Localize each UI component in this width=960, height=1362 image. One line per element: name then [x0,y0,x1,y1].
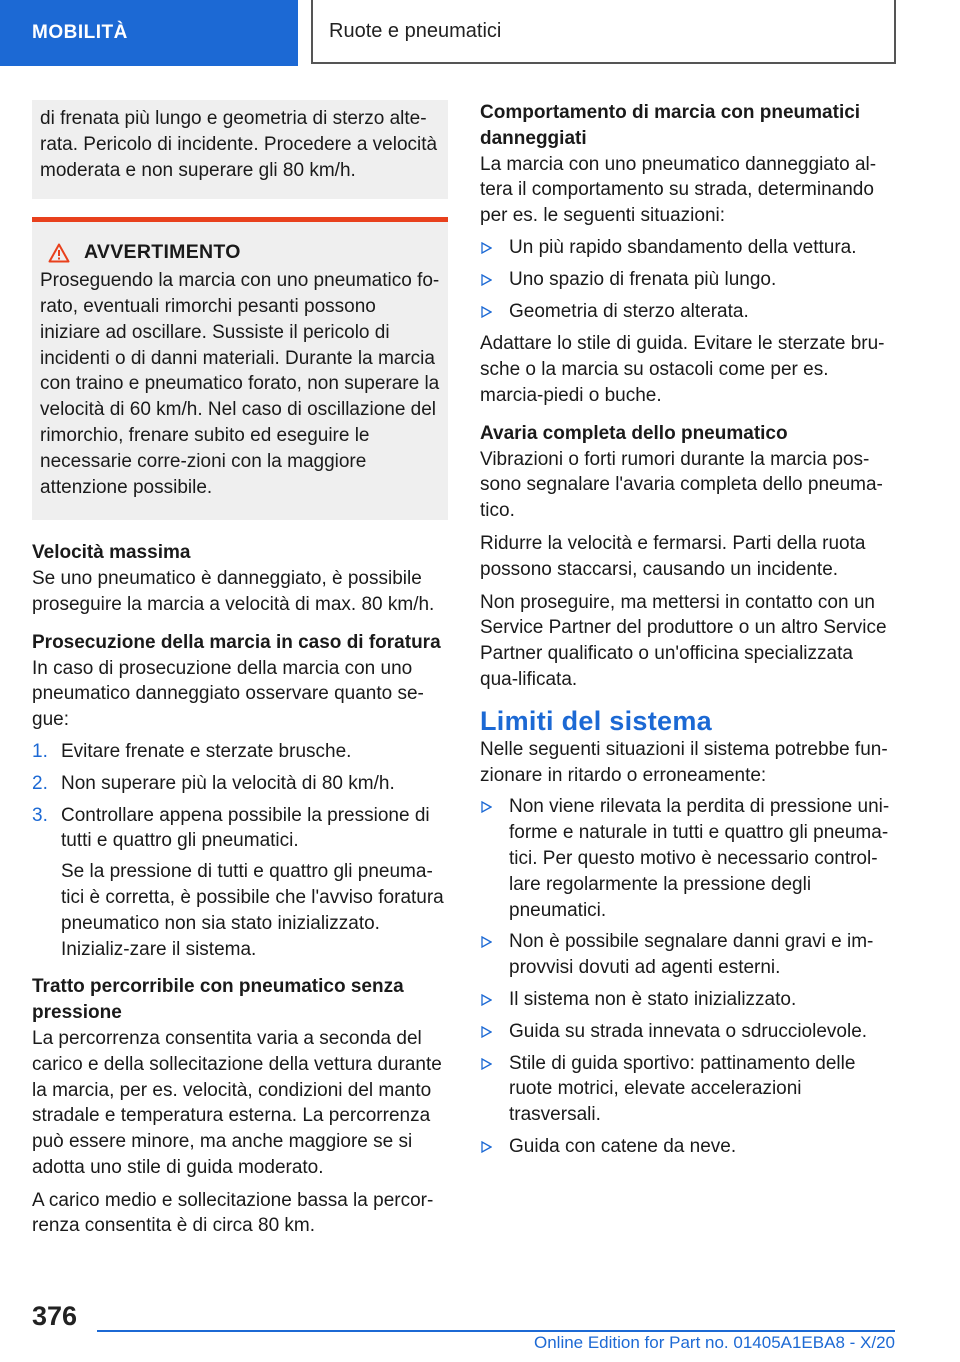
warning-box [32,217,448,520]
triangle-bullet-icon [480,1134,509,1160]
triangle-bullet-icon [480,299,509,325]
bullet-text: Uno spazio di frenata più lungo. [509,268,777,290]
section-tab: MOBILITÀ [0,0,298,66]
bullet-text: Non è possibile segnalare danni gravi e im-provvisi dovuti ad agenti esterni. [509,931,874,979]
triangle-bullet-icon [480,987,509,1013]
comportamento-intro: La marcia con uno pneumatico danneggiato al-tera il comportamento su strada, determinando per es. le seguenti situazioni: [480,153,877,227]
warning-header [40,240,440,266]
triangle-bullet-icon [480,1019,509,1045]
bullet-text: Un più rapido sbandamento della vettura. [509,236,857,258]
list-item [32,739,448,765]
list-item [480,794,895,923]
bullet-text: Guida con catene da neve. [509,1135,737,1157]
heading-comportamento: Comportamento di marcia con pneumatici danneggiati [480,102,861,149]
step-number: 1. [32,740,48,762]
page-header [0,0,960,66]
triangle-bullet-icon [480,929,509,981]
right-column [480,100,895,1160]
list-item [32,803,448,855]
footer-edition: Online Edition for Part no. 01405A1EBA8 - X/20 [533,1333,895,1352]
avaria-p2: Ridurre la velocità e fermarsi. Parti della ruota possono staccarsi, causando un incidente. [480,532,866,580]
continued-warning-box [32,100,448,199]
heading-prosecuzione: Prosecuzione della marcia in caso di foratura [32,631,441,653]
step-number: 2. [32,772,48,794]
heading-limiti: Limiti del sistema [480,705,712,736]
prosecuzione-intro: In caso di prosecuzione della marcia con uno pneumatico danneggiato osservare quanto se-gue: [32,657,424,731]
triangle-bullet-icon [480,794,509,923]
step-number: 3. [32,804,48,826]
list-item [32,771,448,797]
bullet-text: Il sistema non è stato inizializzato. [509,988,797,1010]
avaria-p1: Vibrazioni o forti rumori durante la marcia pos-sono segnalare l'avaria completa dello pneuma-tico. [480,448,883,522]
page-number: 376 [32,1301,78,1331]
list-item [480,987,895,1013]
avaria-p3: Non proseguire, ma mettersi in contatto con un Service Partner del produttore o un altro Service Partner qualificato o un'officina specializzata qua-lificata. [480,591,887,690]
triangle-bullet-icon [480,235,509,261]
heading-avaria: Avaria completa dello pneumatico [480,422,788,444]
bullet-text: Guida su strada innevata o sdrucciolevole. [509,1020,868,1042]
comportamento-list [480,235,895,324]
bullet-text: Geometria di sterzo alterata. [509,300,749,322]
limiti-intro: Nelle seguenti situazioni il sistema potrebbe fun-zionare in ritardo o erroneamente: [480,738,888,786]
bullet-text: Stile di guida sportivo: pattinamento delle ruote motrici, elevate accelerazioni trasversali. [509,1052,856,1126]
warning-text: Proseguendo la marcia con uno pneumatico fo-rato, eventuali rimorchi pesanti possono iniziare ad oscillare. Sussiste il pericolo di incidenti o di danni materiali. Durante la marcia con traino e pneumatico forato, non superare la velocità di 60 km/h. Nel caso di oscillazione del rimorchio, frenare subito ed eseguire le necessarie corre-zioni con la maggiore attenzione possibile. [40,270,440,498]
heading-tratto: Tratto percorribile con pneumatico senza pressione [32,976,404,1024]
triangle-bullet-icon [480,1051,509,1128]
warning-triangle-icon [48,243,70,263]
list-item [480,1134,895,1160]
prosecuzione-steps [32,739,448,854]
list-item [480,235,895,261]
chapter-title: Ruote e pneumatici [311,0,896,64]
box-text: di frenata più lungo e geometria di sterzo alte-rata. Pericolo di incidente. Procedere a velocità moderata e non superare gli 80 km/h. [40,108,438,181]
limiti-list [480,794,895,1159]
list-item [480,1051,895,1128]
tratto-p2: A carico medio e sollecitazione bassa la percor-renza consentita è di circa 80 km. [32,1189,434,1237]
step-text: Controllare appena possibile la pressione di tutti e quattro gli pneumatici. [61,804,430,852]
step-text: Non superare più la velocità di 80 km/h. [61,772,395,794]
list-item [480,299,895,325]
left-column [32,100,448,1239]
comportamento-outro: Adattare lo stile di guida. Evitare le sterzate bru-sche o la marcia su ostacoli come per es. marcia-piedi o buche. [480,333,885,406]
list-item [480,929,895,981]
heading-velocita: Velocità massima [32,542,191,564]
velocita-text: Se uno pneumatico è danneggiato, è possibile proseguire la marcia a velocità di max. 80 km/h. [32,568,435,615]
bullet-text: Non viene rilevata la perdita di pressione uni-forme e naturale in tutti e quattro gli pneuma-tici. Per questo motivo è necessario control-lare regolarmente la pressione degli pneumatici. [509,796,890,921]
step-text: Evitare frenate e sterzate brusche. [61,740,352,762]
step-subtext: Se la pressione di tutti e quattro gli pneuma-tici è corretta, è possibile che l'avviso foratura pneumatico non sia stato inizializzato. Inizializ-zare il sistema. [61,861,444,960]
triangle-bullet-icon [480,267,509,293]
warning-title: AVVERTIMENTO [84,241,241,264]
list-item [480,1019,895,1045]
list-item [480,267,895,293]
tratto-p1: La percorrenza consentita varia a seconda del carico e della sollecitazione della vettura durante la marcia, per es. velocità, condizioni del manto stradale e temperatura esterna. La percorrenza può essere minore, ma anche maggiore se si adotta uno stile di guida moderato. [32,1027,442,1178]
footer-divider [97,1330,895,1332]
